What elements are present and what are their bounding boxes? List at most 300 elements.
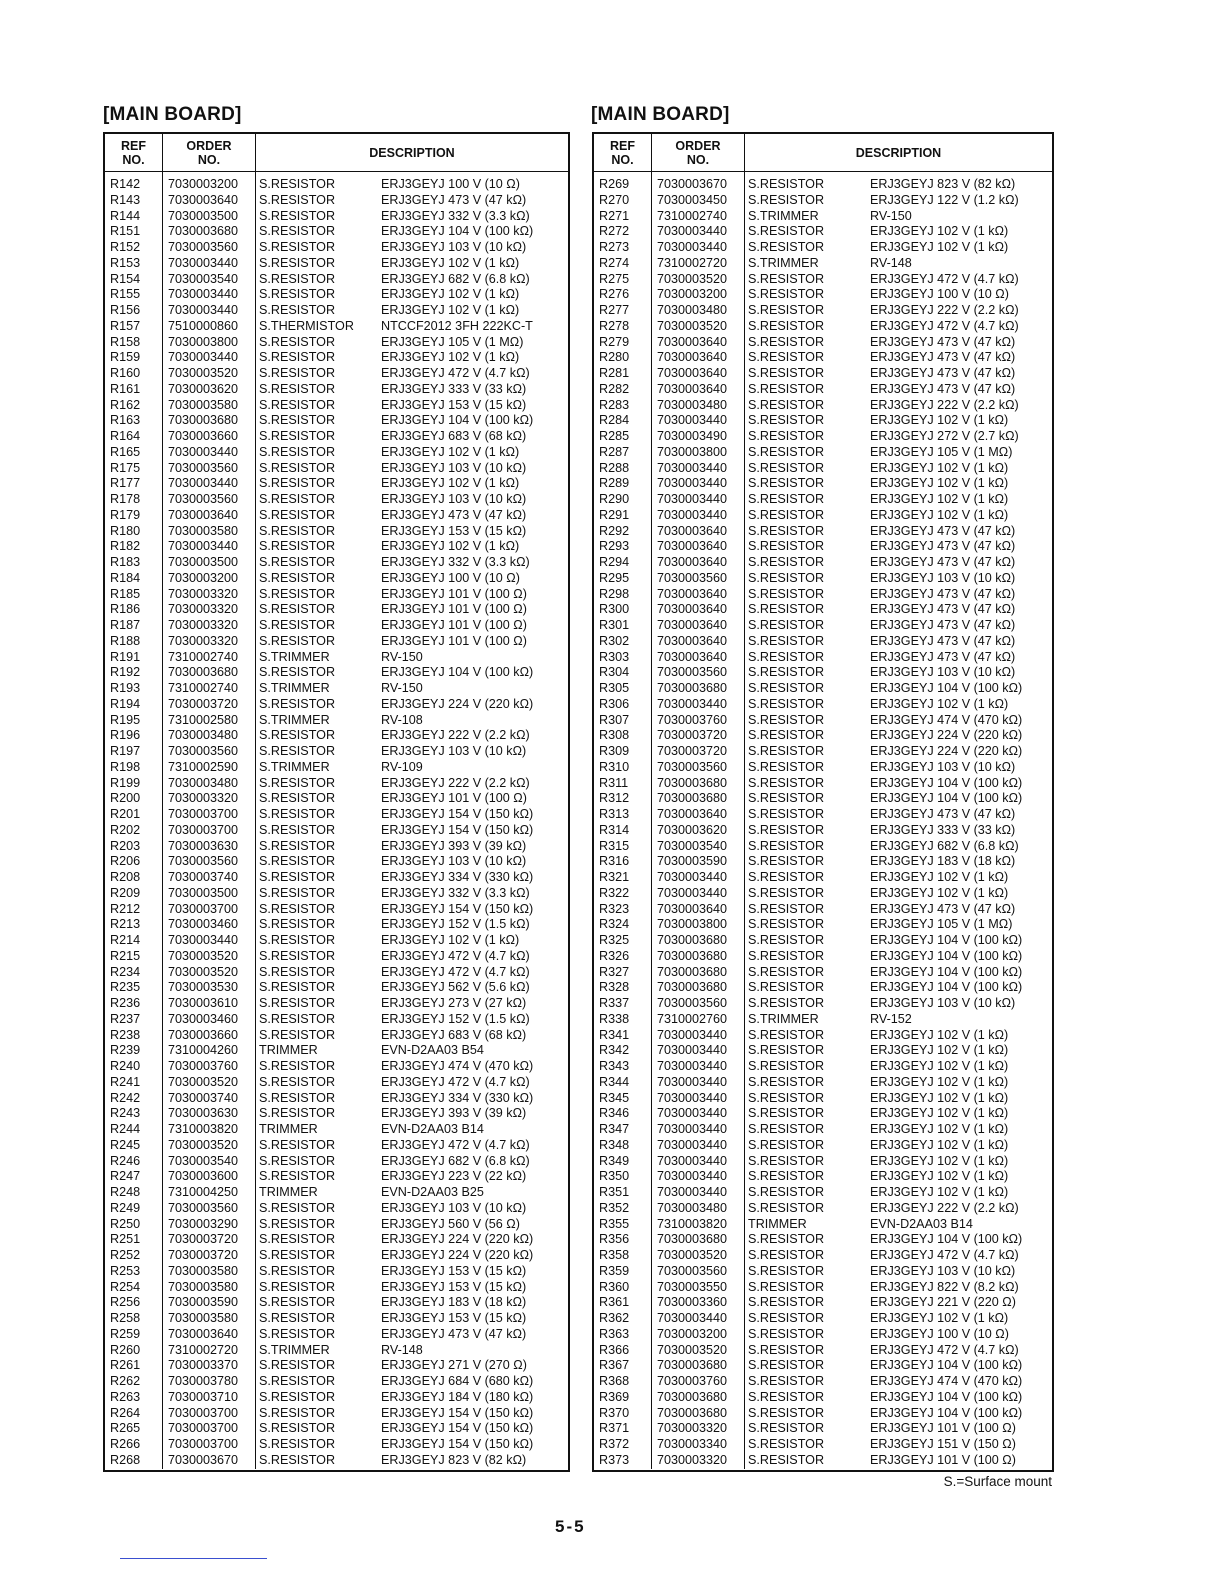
part-type-cell: S.RESISTOR [748,1326,825,1341]
ref-no-cell: R177 [110,476,141,491]
ref-no-cell: R237 [110,1011,141,1026]
order-no-cell: 7030003200 [168,570,239,585]
ref-no-cell: R143 [110,192,141,207]
ref-no-cell: R327 [599,964,630,979]
order-no-cell: 7030003440 [657,460,728,475]
part-value-cell: ERJ3GEYJ 472 V (4.7 kΩ) [870,318,1019,333]
part-value-cell: ERJ3GEYJ 104 V (100 kΩ) [870,948,1023,963]
ref-no-cell: R142 [110,177,141,191]
table-row [594,224,1052,240]
ref-no-cell: R279 [599,334,630,349]
order-no-cell: 7030003720 [657,744,728,758]
part-value-cell: ERJ3GEYJ 103 V (10 kΩ) [381,744,527,758]
table-row [594,555,1052,571]
table-row [594,1217,1052,1233]
part-value-cell: ERJ3GEYJ 101 V (100 Ω) [381,791,527,806]
ref-no-cell: R370 [599,1405,630,1420]
part-type-cell: S.RESISTOR [259,1090,336,1105]
order-no-cell: 7030003590 [168,1295,239,1310]
part-type-cell: S.RESISTOR [748,1295,825,1310]
part-type-cell: S.RESISTOR [259,334,336,349]
part-type-cell: S.RESISTOR [748,854,825,869]
part-value-cell: ERJ3GEYJ 102 V (1 kΩ) [381,287,520,302]
order-no-cell: 7030003780 [168,1374,239,1388]
part-type-cell: S.RESISTOR [259,1153,336,1168]
order-no-cell: 7030003680 [657,1358,728,1373]
ref-no-cell: R321 [599,870,630,884]
ref-no-cell: R235 [110,980,141,995]
table-row [594,492,1052,508]
part-value-cell: ERJ3GEYJ 100 V (10 Ω) [870,287,1009,302]
part-type-cell: S.RESISTOR [748,318,825,333]
ref-no-cell: R283 [599,397,630,412]
table-row [594,1122,1052,1138]
part-type-cell: S.RESISTOR [748,1389,825,1404]
order-no-header [652,134,744,171]
part-value-cell: ERJ3GEYJ 101 V (100 Ω) [870,1421,1016,1436]
part-value-cell: ERJ3GEYJ 683 V (68 kΩ) [381,429,527,443]
part-type-cell: S.RESISTOR [748,1279,825,1294]
table-row [594,287,1052,303]
table-row [105,1059,568,1075]
part-type-cell: S.RESISTOR [748,1437,825,1451]
part-value-cell: ERJ3GEYJ 101 V (100 Ω) [381,602,527,617]
part-value-cell: ERJ3GEYJ 102 V (1 kΩ) [870,1122,1009,1136]
table-row [105,1343,568,1359]
order-no-cell: 7030003440 [168,444,239,459]
table-body [594,172,1052,1469]
part-type-cell: S.RESISTOR [259,917,336,932]
part-value-cell: ERJ3GEYJ 472 V (4.7 kΩ) [381,964,530,979]
table-row [105,949,568,965]
order-no-cell: 7030003460 [168,917,239,932]
table-row [594,1185,1052,1201]
part-value-cell: ERJ3GEYJ 273 V (27 kΩ) [381,996,527,1010]
table-row [105,1217,568,1233]
table-row [594,1091,1052,1107]
table-row [594,1106,1052,1122]
part-type-cell: S.RESISTOR [748,444,825,459]
table-row [105,461,568,477]
order-no-cell: 7030003320 [657,1421,728,1436]
part-value-cell: ERJ3GEYJ 473 V (47 kΩ) [870,539,1016,554]
ref-no-cell: R314 [599,822,630,837]
table-body [105,172,568,1469]
table-row [594,1169,1052,1185]
table-row [594,240,1052,256]
left-parts-table [103,132,570,1472]
part-type-cell: S.RESISTOR [748,271,825,286]
ref-no-cell: R343 [599,1059,630,1073]
order-no-cell: 7310002740 [168,681,239,695]
part-value-cell: ERJ3GEYJ 473 V (47 kΩ) [870,649,1016,664]
order-no-cell: 7030003440 [168,350,239,365]
part-type-cell: S.RESISTOR [748,303,825,317]
ref-no-cell: R277 [599,303,630,317]
table-row [105,1311,568,1327]
table-row [594,1232,1052,1248]
order-no-cell: 7030003680 [657,681,728,695]
order-no-cell: 7030003560 [657,996,728,1010]
part-value-cell: ERJ3GEYJ 472 V (4.7 kΩ) [870,271,1019,286]
part-value-cell: ERJ3GEYJ 104 V (100 kΩ) [381,413,534,428]
part-value-cell: ERJ3GEYJ 473 V (47 kΩ) [870,901,1016,916]
part-value-cell: ERJ3GEYJ 102 V (1 kΩ) [381,476,520,491]
order-no-cell: 7030003540 [168,1153,239,1168]
part-type-cell: S.RESISTOR [259,1405,336,1420]
order-no-cell: 7030003700 [168,1437,239,1451]
part-type-cell: S.RESISTOR [748,759,825,774]
ref-no-cell: R241 [110,1074,141,1089]
ref-no-cell: R285 [599,429,630,443]
ref-no-cell: R301 [599,618,630,632]
part-type-cell: S.RESISTOR [748,555,825,569]
part-type-cell: S.RESISTOR [259,901,336,916]
ref-no-cell: R295 [599,570,630,585]
ref-no-cell: R214 [110,933,141,947]
order-no-cell: 7030003360 [657,1295,728,1310]
part-value-cell: ERJ3GEYJ 100 V (10 Ω) [381,177,520,191]
table-row [105,445,568,461]
table-row [594,1406,1052,1422]
table-row [105,650,568,666]
part-value-cell: ERJ3GEYJ 823 V (82 kΩ) [381,1452,527,1467]
order-no-cell: 7030003720 [168,1232,239,1247]
part-type-cell: S.RESISTOR [259,570,336,585]
table-row [105,272,568,288]
table-row [594,917,1052,933]
part-value-cell: ERJ3GEYJ 103 V (10 kΩ) [381,492,527,506]
order-no-cell: 7030003640 [657,555,728,569]
table-row [594,539,1052,555]
ref-no-cell: R278 [599,318,630,333]
order-no-cell: 7030003480 [168,775,239,790]
order-no-cell: 7030003620 [657,822,728,837]
part-value-cell: ERJ3GEYJ 104 V (100 kΩ) [381,224,534,239]
part-type-cell: S.RESISTOR [748,822,825,837]
part-type-cell: S.RESISTOR [748,350,825,365]
part-value-cell: ERJ3GEYJ 102 V (1 kΩ) [870,1137,1009,1152]
part-value-cell: ERJ3GEYJ 102 V (1 kΩ) [870,1311,1009,1325]
surface-mount-footnote: S.=Surface mount [943,1474,1052,1489]
order-no-cell: 7030003440 [657,1090,728,1105]
part-type-cell: S.RESISTOR [748,1421,825,1436]
order-no-cell: 7030003320 [168,633,239,648]
order-no-cell: 7030003480 [657,397,728,412]
order-no-cell: 7030003640 [657,618,728,632]
ref-no-cell: R245 [110,1137,141,1152]
part-value-cell: ERJ3GEYJ 473 V (47 kΩ) [870,350,1016,365]
ref-no-cell: R305 [599,681,630,695]
part-value-cell: ERJ3GEYJ 473 V (47 kΩ) [870,633,1016,648]
ref-no-cell: R258 [110,1311,141,1325]
order-no-cell: 7310002720 [168,1342,239,1357]
part-type-cell: S.RESISTOR [259,1137,336,1152]
table-row [105,713,568,729]
order-no-cell: 7030003440 [657,1137,728,1152]
part-type-cell: S.RESISTOR [259,1295,336,1310]
order-no-cell: 7030003440 [657,1311,728,1325]
part-value-cell: ERJ3GEYJ 103 V (10 kΩ) [381,240,527,254]
table-row [594,602,1052,618]
table-row [594,587,1052,603]
part-type-cell: S.RESISTOR [259,429,336,443]
part-value-cell: ERJ3GEYJ 221 V (220 Ω) [870,1295,1016,1310]
order-no-cell: 7030003520 [168,948,239,963]
order-no-cell: 7030003560 [657,1263,728,1278]
table-row [594,571,1052,587]
table-row [594,1358,1052,1374]
ref-no-cell: R249 [110,1200,141,1215]
part-value-cell: ERJ3GEYJ 822 V (8.2 kΩ) [870,1279,1019,1294]
order-no-cell: 7030003540 [657,838,728,853]
part-value-cell: ERJ3GEYJ 102 V (1 kΩ) [870,1090,1009,1105]
order-no-cell: 7030003610 [168,996,239,1010]
ref-no-cell: R161 [110,381,141,396]
part-type-cell: S.RESISTOR [259,602,336,617]
part-value-cell: ERJ3GEYJ 154 V (150 kΩ) [381,1405,534,1420]
ref-no-cell: R338 [599,1011,630,1026]
table-row [105,1091,568,1107]
part-value-cell: ERJ3GEYJ 102 V (1 kΩ) [870,413,1009,428]
ref-no-cell: R347 [599,1122,630,1136]
order-no-cell: 7030003320 [168,791,239,806]
table-row [594,854,1052,870]
table-row [105,209,568,225]
part-value-cell: ERJ3GEYJ 100 V (10 Ω) [381,570,520,585]
part-type-cell: S.RESISTOR [259,1248,336,1262]
part-type-cell: S.RESISTOR [259,1452,336,1467]
order-no-cell: 7030003320 [168,602,239,617]
table-row [594,1043,1052,1059]
part-type-cell: S.RESISTOR [748,744,825,758]
table-row [105,1327,568,1343]
part-value-cell: ERJ3GEYJ 102 V (1 kΩ) [870,1027,1009,1042]
table-row [105,555,568,571]
part-value-cell: ERJ3GEYJ 102 V (1 kΩ) [870,224,1009,239]
ref-no-cell: R292 [599,523,630,538]
table-row [105,839,568,855]
order-no-cell: 7030003500 [168,208,239,223]
part-value-cell: RV-152 [870,1011,912,1026]
part-value-cell: ERJ3GEYJ 104 V (100 kΩ) [870,1232,1023,1247]
ref-no-cell: R209 [110,885,141,900]
ref-no-cell: R270 [599,192,630,207]
order-no-cell: 7030003580 [168,523,239,538]
part-type-cell: S.RESISTOR [748,177,825,191]
part-type-cell: S.RESISTOR [748,1074,825,1089]
part-type-cell: S.RESISTOR [259,980,336,995]
part-value-cell: ERJ3GEYJ 102 V (1 kΩ) [870,1059,1009,1073]
row-container [594,177,1052,1469]
part-type-cell: S.RESISTOR [259,1358,336,1373]
part-type-cell: S.RESISTOR [748,1342,825,1357]
part-type-cell: S.RESISTOR [259,791,336,806]
ref-no-cell: R256 [110,1295,141,1310]
order-no-cell: 7030003620 [168,381,239,396]
part-type-cell: S.RESISTOR [748,1027,825,1042]
order-no-cell: 7030003740 [168,870,239,884]
part-type-cell: S.RESISTOR [259,366,336,380]
part-value-cell: EVN-D2AA03 B54 [381,1043,484,1058]
table-row [105,303,568,319]
part-value-cell: ERJ3GEYJ 104 V (100 kΩ) [870,1358,1023,1373]
part-value-cell: ERJ3GEYJ 102 V (1 kΩ) [870,696,1009,711]
order-no-cell: 7030003680 [168,665,239,680]
table-row [594,177,1052,193]
ref-no-cell: R239 [110,1043,141,1058]
right-parts-table [592,132,1054,1472]
part-value-cell: ERJ3GEYJ 103 V (10 kΩ) [381,460,527,475]
order-no-cell: 7030003640 [657,366,728,380]
part-value-cell: ERJ3GEYJ 154 V (150 kΩ) [381,807,534,821]
ref-no-cell: R265 [110,1421,141,1436]
order-no-cell: 7030003440 [168,255,239,270]
table-row [594,1295,1052,1311]
order-no-cell: 7030003670 [168,1452,239,1467]
ref-no-cell: R175 [110,460,141,475]
ref-no-cell: R284 [599,413,630,428]
ref-no-cell: R234 [110,964,141,979]
part-value-cell: ERJ3GEYJ 473 V (47 kΩ) [381,192,527,207]
table-row [594,508,1052,524]
order-no-cell: 7030003640 [657,649,728,664]
part-value-cell: ERJ3GEYJ 102 V (1 kΩ) [381,444,520,459]
ref-no-cell: R196 [110,728,141,743]
ref-no-cell: R351 [599,1185,630,1199]
table-row [594,1453,1052,1469]
ref-no-cell: R269 [599,177,630,191]
order-no-cell: 7030003370 [168,1358,239,1373]
ref-no-cell: R206 [110,854,141,869]
table-row [105,1122,568,1138]
order-header-line2: NO. [686,152,710,167]
ref-no-cell: R274 [599,255,630,270]
part-value-cell: ERJ3GEYJ 102 V (1 kΩ) [870,492,1009,506]
ref-no-cell: R313 [599,807,630,821]
ref-no-cell: R280 [599,350,630,365]
table-row [594,681,1052,697]
part-type-cell: S.RESISTOR [259,1326,336,1341]
table-row [594,618,1052,634]
order-no-cell: 7030003700 [168,901,239,916]
part-type-cell: TRIMMER [748,1216,807,1231]
part-type-cell: S.RESISTOR [748,665,825,680]
part-value-cell: ERJ3GEYJ 472 V (4.7 kΩ) [381,948,530,963]
ref-no-cell: R359 [599,1263,630,1278]
part-value-cell: ERJ3GEYJ 102 V (1 kΩ) [870,507,1009,522]
order-no-cell: 7030003600 [168,1169,239,1184]
part-type-cell: S.RESISTOR [259,303,336,317]
order-no-cell: 7030003630 [168,1106,239,1121]
ref-no-cell: R250 [110,1216,141,1231]
ref-no-cell: R328 [599,980,630,995]
ref-no-cell: R276 [599,287,630,302]
part-type-cell: S.RESISTOR [748,1185,825,1199]
part-value-cell: ERJ3GEYJ 103 V (10 kΩ) [381,1200,527,1215]
table-row [594,870,1052,886]
table-row [594,1280,1052,1296]
order-no-cell: 7310002580 [168,712,239,727]
table-row [105,902,568,918]
ref-no-cell: R185 [110,586,141,601]
part-value-cell: NTCCF2012 3FH 222KC-T [381,318,533,333]
part-value-cell: ERJ3GEYJ 222 V (2.2 kΩ) [870,1200,1019,1215]
table-row [105,1406,568,1422]
part-value-cell: ERJ3GEYJ 102 V (1 kΩ) [870,1185,1009,1199]
table-row [105,681,568,697]
order-no-cell: 7030003440 [657,1027,728,1042]
order-no-cell: 7030003640 [657,350,728,365]
ref-no-cell: R248 [110,1185,141,1199]
part-type-cell: S.RESISTOR [748,507,825,522]
order-no-cell: 7030003440 [657,1059,728,1073]
part-type-cell: S.RESISTOR [259,1374,336,1388]
part-type-cell: S.RESISTOR [259,696,336,711]
table-row [594,760,1052,776]
order-header-line1: ORDER [675,138,721,153]
ref-no-cell: R242 [110,1090,141,1105]
ref-no-cell: R215 [110,948,141,963]
table-row [594,744,1052,760]
order-no-cell: 7030003800 [168,334,239,349]
order-no-cell: 7310002740 [657,208,728,223]
part-value-cell: ERJ3GEYJ 333 V (33 kΩ) [870,822,1016,837]
order-no-cell: 7030003680 [657,1405,728,1420]
part-value-cell: ERJ3GEYJ 102 V (1 kΩ) [381,933,520,947]
part-type-cell: S.RESISTOR [259,397,336,412]
part-type-cell: S.RESISTOR [259,177,336,191]
order-no-cell: 7030003640 [657,586,728,601]
order-no-cell: 7030003560 [657,759,728,774]
part-value-cell: ERJ3GEYJ 102 V (1 kΩ) [870,885,1009,900]
part-value-cell: ERJ3GEYJ 102 V (1 kΩ) [381,539,520,554]
order-no-cell: 7030003440 [657,476,728,491]
part-type-cell: S.RESISTOR [259,854,336,869]
part-type-cell: S.RESISTOR [259,1311,336,1325]
order-no-cell: 7030003440 [168,933,239,947]
part-type-cell: S.RESISTOR [748,192,825,207]
order-no-cell: 7030003560 [168,460,239,475]
table-row [105,965,568,981]
ref-no-cell: R373 [599,1452,630,1467]
part-value-cell: ERJ3GEYJ 224 V (220 kΩ) [870,728,1023,743]
part-type-cell: S.RESISTOR [748,523,825,538]
part-type-cell: S.RESISTOR [748,964,825,979]
part-type-cell: S.TRIMMER [259,1342,330,1357]
table-row [594,823,1052,839]
ref-no-cell: R240 [110,1059,141,1073]
part-type-cell: S.RESISTOR [259,633,336,648]
ref-no-cell: R342 [599,1043,630,1058]
ref-no-cell: R164 [110,429,141,443]
part-value-cell: ERJ3GEYJ 101 V (100 Ω) [381,633,527,648]
part-value-cell: ERJ3GEYJ 154 V (150 kΩ) [381,1437,534,1451]
order-no-cell: 7030003500 [168,885,239,900]
part-value-cell: ERJ3GEYJ 271 V (270 Ω) [381,1358,527,1373]
order-no-cell: 7030003440 [657,1185,728,1199]
order-no-cell: 7030003440 [657,1169,728,1184]
order-no-cell: 7030003700 [168,822,239,837]
part-type-cell: S.RESISTOR [748,366,825,380]
part-value-cell: ERJ3GEYJ 473 V (47 kΩ) [870,381,1016,396]
table-row [105,1185,568,1201]
table-row [105,256,568,272]
part-type-cell: S.RESISTOR [748,1405,825,1420]
part-type-cell: S.TRIMMER [748,208,819,223]
part-type-cell: S.RESISTOR [259,1421,336,1436]
part-type-cell: S.RESISTOR [259,192,336,207]
